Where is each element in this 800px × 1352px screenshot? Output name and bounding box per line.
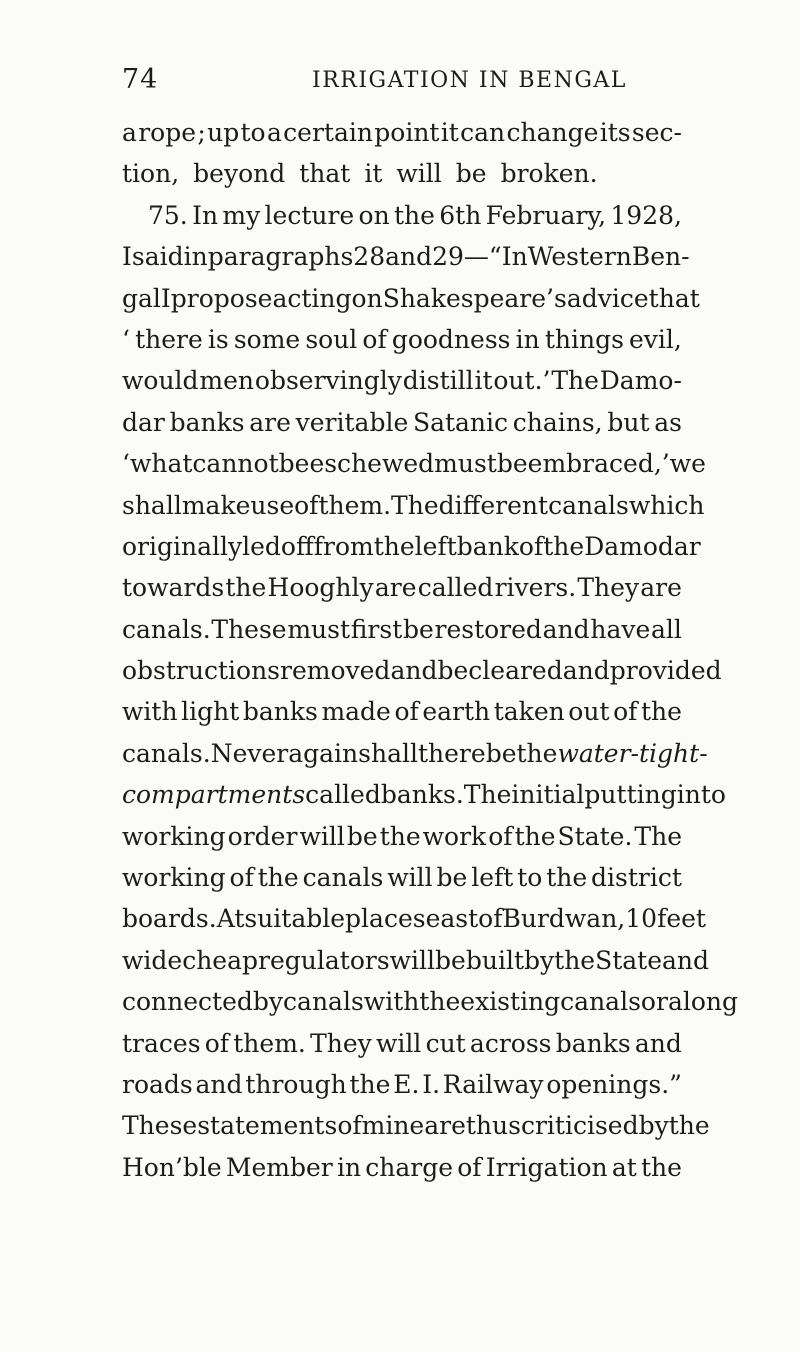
word: State. (557, 821, 633, 851)
word: cut (425, 1028, 466, 1058)
word: be (402, 614, 434, 644)
word: be (485, 738, 517, 768)
text-line (122, 402, 682, 443)
word: banks (169, 407, 245, 437)
word: out.’ (493, 366, 551, 396)
word: Hon’ble (122, 1152, 222, 1182)
word: or (640, 987, 668, 1017)
word: ; (197, 118, 206, 147)
text-line (122, 857, 682, 898)
text-line (122, 774, 726, 815)
word: and (195, 1069, 243, 1099)
word: These (211, 614, 287, 644)
word: initial (511, 780, 585, 810)
word: restored (434, 614, 542, 644)
word: and (390, 656, 438, 686)
word: be (455, 159, 487, 189)
word: is (207, 324, 229, 354)
word: Ben- (631, 242, 690, 272)
word: there (135, 324, 203, 354)
word: I. (422, 1069, 441, 1099)
word: distill (402, 366, 474, 396)
word: there (417, 738, 486, 768)
running-title: IRRIGATION IN BENGAL (312, 68, 627, 93)
word: work (422, 821, 487, 851)
word: observingly (254, 366, 402, 396)
word: built (465, 945, 525, 975)
word: that (648, 283, 700, 313)
word: rivers. (494, 573, 577, 603)
word: by (252, 987, 284, 1017)
word: them. (233, 1028, 306, 1058)
word: the (546, 863, 588, 893)
word: will (396, 159, 442, 189)
word: paragraphs (207, 242, 354, 272)
word: will (387, 863, 433, 893)
word: and (634, 1028, 682, 1058)
word: some (233, 324, 301, 354)
word: along (667, 987, 738, 1017)
word: are (249, 407, 291, 437)
word: from (313, 531, 374, 561)
text-line (122, 526, 701, 567)
text-line (122, 733, 708, 774)
word: again (288, 738, 359, 768)
word: soul (305, 324, 358, 354)
word: shall (358, 738, 418, 768)
word: earth (422, 697, 491, 727)
word: statements (197, 1111, 338, 1141)
word: tion, (122, 159, 180, 189)
word: of (294, 490, 319, 520)
word: rope (138, 118, 197, 147)
text-line (122, 650, 722, 691)
word: broken. (500, 159, 598, 189)
word: feet (657, 904, 706, 934)
text-line (122, 112, 682, 153)
word: can (460, 118, 506, 147)
text-line (122, 609, 682, 650)
word: the (554, 945, 596, 975)
word: in (183, 242, 208, 272)
word: propose (170, 283, 273, 313)
word: 6th (439, 200, 482, 230)
word: said (131, 242, 184, 272)
word: with (122, 697, 178, 727)
word: cheap (182, 945, 259, 975)
word: into (676, 780, 726, 810)
text-line (122, 485, 705, 526)
word: must (434, 449, 497, 479)
word: putting (584, 780, 677, 810)
word: the (514, 821, 556, 851)
word: be (496, 449, 528, 479)
word: the (257, 863, 299, 893)
body-text (122, 112, 738, 1188)
word: we (669, 449, 706, 479)
word: a (266, 118, 282, 147)
word: that (299, 159, 351, 189)
word: make (181, 490, 251, 520)
word: be (435, 945, 466, 975)
word: 10 (625, 904, 658, 934)
text-line (122, 1147, 682, 1188)
word: them. (318, 490, 392, 520)
word: chains, (512, 407, 603, 437)
word: in (336, 1152, 362, 1182)
word: originally (122, 531, 243, 561)
word: Member (225, 1152, 333, 1182)
word: it (364, 159, 383, 189)
word: it (440, 118, 459, 147)
word: the (516, 738, 558, 768)
word: be (436, 863, 468, 893)
word: district (591, 863, 682, 893)
word: Damodar (584, 531, 701, 561)
word: canals (283, 987, 364, 1017)
word: by (524, 945, 555, 975)
word: are (374, 573, 417, 603)
word: roads (122, 1069, 193, 1099)
word: as (654, 407, 682, 437)
word: 1928, (610, 200, 682, 230)
word: Shakespeare’s (382, 283, 567, 313)
word: charge (365, 1152, 454, 1182)
word: point (374, 118, 440, 147)
word: by (638, 1111, 669, 1141)
word: of (518, 531, 544, 561)
word: working (122, 821, 226, 851)
word: of (394, 697, 419, 727)
word: the (543, 531, 585, 561)
word: The (391, 490, 439, 520)
word: the (641, 1152, 682, 1182)
word: to (240, 118, 266, 147)
word: These (122, 1111, 198, 1141)
word: ‘ (122, 449, 130, 479)
word: Irrigation (485, 1152, 608, 1182)
word: east (425, 904, 479, 934)
word: on (351, 283, 383, 313)
word: will (375, 1028, 422, 1058)
word: be (346, 821, 378, 851)
word: the (640, 697, 682, 727)
text-line (122, 1105, 710, 1146)
word: compartments (122, 780, 306, 810)
word: dar (122, 407, 165, 437)
word: order (227, 821, 298, 851)
word: Hooghly (267, 573, 374, 603)
word: led (242, 531, 281, 561)
word: Never (210, 738, 289, 768)
word: February, (485, 200, 607, 230)
word: boards. (122, 904, 217, 934)
word: of (229, 863, 254, 893)
text-line (122, 278, 700, 319)
word: beyond (193, 159, 286, 189)
word: advice (566, 283, 649, 313)
word: acting (272, 283, 352, 313)
word: and (662, 945, 710, 975)
word: removed (280, 656, 391, 686)
word: but (607, 407, 650, 437)
word: to (517, 863, 543, 893)
word: 75. (148, 200, 188, 230)
word: would (122, 366, 199, 396)
word: of (478, 904, 503, 934)
word: in (515, 324, 540, 354)
word: on (358, 200, 390, 230)
word: obstructions (122, 656, 281, 686)
word: will (299, 821, 345, 851)
word: change (506, 118, 599, 147)
word: veritable (295, 407, 409, 437)
text-line (122, 898, 706, 939)
word: with (363, 987, 420, 1017)
word: left (414, 531, 457, 561)
word: must (287, 614, 351, 644)
word: working (122, 863, 226, 893)
word: 29—“ (432, 242, 502, 272)
word: provided (609, 656, 722, 686)
word: the (225, 573, 267, 603)
word: of (362, 324, 387, 354)
word: what (129, 449, 193, 479)
word: taken (493, 697, 565, 727)
word: all (651, 614, 682, 644)
word: of (204, 1028, 230, 1058)
word: shall (122, 490, 182, 520)
word: have (590, 614, 651, 644)
text-line (122, 236, 690, 277)
word: At (216, 904, 245, 934)
page-number: 74 (122, 64, 159, 95)
word: Western (527, 242, 632, 272)
word: the (419, 987, 461, 1017)
word: gal (122, 283, 161, 313)
text-line (122, 195, 682, 236)
text-line (122, 1064, 682, 1105)
word: regulators (258, 945, 390, 975)
word: a (122, 118, 137, 147)
word: They (577, 573, 640, 603)
word: the (373, 531, 415, 561)
text-line (122, 691, 682, 732)
word: first (350, 614, 403, 644)
word: banks (242, 697, 318, 727)
word: criticised (520, 1111, 639, 1141)
word: the (349, 1069, 391, 1099)
word: certain (283, 118, 373, 147)
word: canals. (122, 614, 211, 644)
word: places (345, 904, 426, 934)
word: eschewed (309, 449, 435, 479)
word: mine (361, 1111, 425, 1141)
word: be (278, 449, 310, 479)
word: across (469, 1028, 552, 1058)
word: connected (122, 987, 253, 1017)
word: The (634, 821, 682, 851)
word: of (457, 1152, 482, 1182)
text-line (122, 1023, 682, 1064)
word: the (668, 1111, 710, 1141)
word: Burdwan, (502, 904, 626, 934)
word: water-tight- (557, 738, 708, 768)
text-line (122, 816, 682, 857)
text-line (122, 981, 738, 1022)
word: I (160, 283, 171, 313)
text-line (122, 940, 710, 981)
running-head (122, 64, 682, 104)
word: cannot (192, 449, 279, 479)
word: 28 (353, 242, 386, 272)
word: made (321, 697, 391, 727)
word: of (613, 697, 638, 727)
word: my (222, 200, 261, 230)
word: goodness (391, 324, 511, 354)
text-line (122, 443, 706, 484)
word: and (385, 242, 433, 272)
word: banks. (380, 780, 464, 810)
word: bank (456, 531, 519, 561)
word: of (337, 1111, 362, 1141)
word: at (611, 1152, 637, 1182)
word: will (389, 945, 436, 975)
word: use (250, 490, 295, 520)
word: State (595, 945, 663, 975)
word: cleared (468, 656, 563, 686)
word: The (551, 366, 599, 396)
word: light (181, 697, 240, 727)
word: be (437, 656, 469, 686)
word: of (488, 821, 513, 851)
word: things (544, 324, 624, 354)
text-line (122, 360, 682, 401)
word: canals (560, 987, 641, 1017)
word: thus (465, 1111, 521, 1141)
word: In (501, 242, 528, 272)
word: suitable (244, 904, 346, 934)
word: Railway (442, 1069, 544, 1099)
word: and (542, 614, 590, 644)
word: E. (393, 1069, 420, 1099)
text-line (122, 319, 682, 360)
word: traces (122, 1028, 201, 1058)
word: wide (122, 945, 183, 975)
word: are (424, 1111, 466, 1141)
word: Satanic (412, 407, 509, 437)
word: which (628, 490, 705, 520)
word: and (562, 656, 610, 686)
word: different (438, 490, 549, 520)
word: openings.” (546, 1069, 682, 1099)
word: The (463, 780, 512, 810)
word: sec- (631, 118, 682, 147)
word: lecture (264, 200, 355, 230)
word: men (199, 366, 255, 396)
word: canals (302, 863, 384, 893)
word: its (599, 118, 631, 147)
word: called (305, 780, 381, 810)
word: towards (122, 573, 225, 603)
text-line (122, 153, 682, 194)
word: evil, (629, 324, 682, 354)
word: They (310, 1028, 372, 1058)
word: canals. (122, 738, 211, 768)
text-line (122, 567, 682, 608)
word: Damo- (599, 366, 682, 396)
word: existing (460, 987, 561, 1017)
word: embraced,’ (527, 449, 670, 479)
word: ‘ (122, 324, 130, 354)
word: the (394, 200, 435, 230)
word: left (471, 863, 514, 893)
word: the (379, 821, 421, 851)
word: called (417, 573, 494, 603)
word: through (245, 1069, 347, 1099)
word: up (207, 118, 240, 147)
word: out (568, 697, 610, 727)
word: banks (555, 1028, 631, 1058)
word: In (192, 200, 219, 230)
word: I (122, 242, 132, 272)
word: it (474, 366, 493, 396)
word: are (640, 573, 682, 603)
word: off (280, 531, 314, 561)
word: canals (548, 490, 629, 520)
